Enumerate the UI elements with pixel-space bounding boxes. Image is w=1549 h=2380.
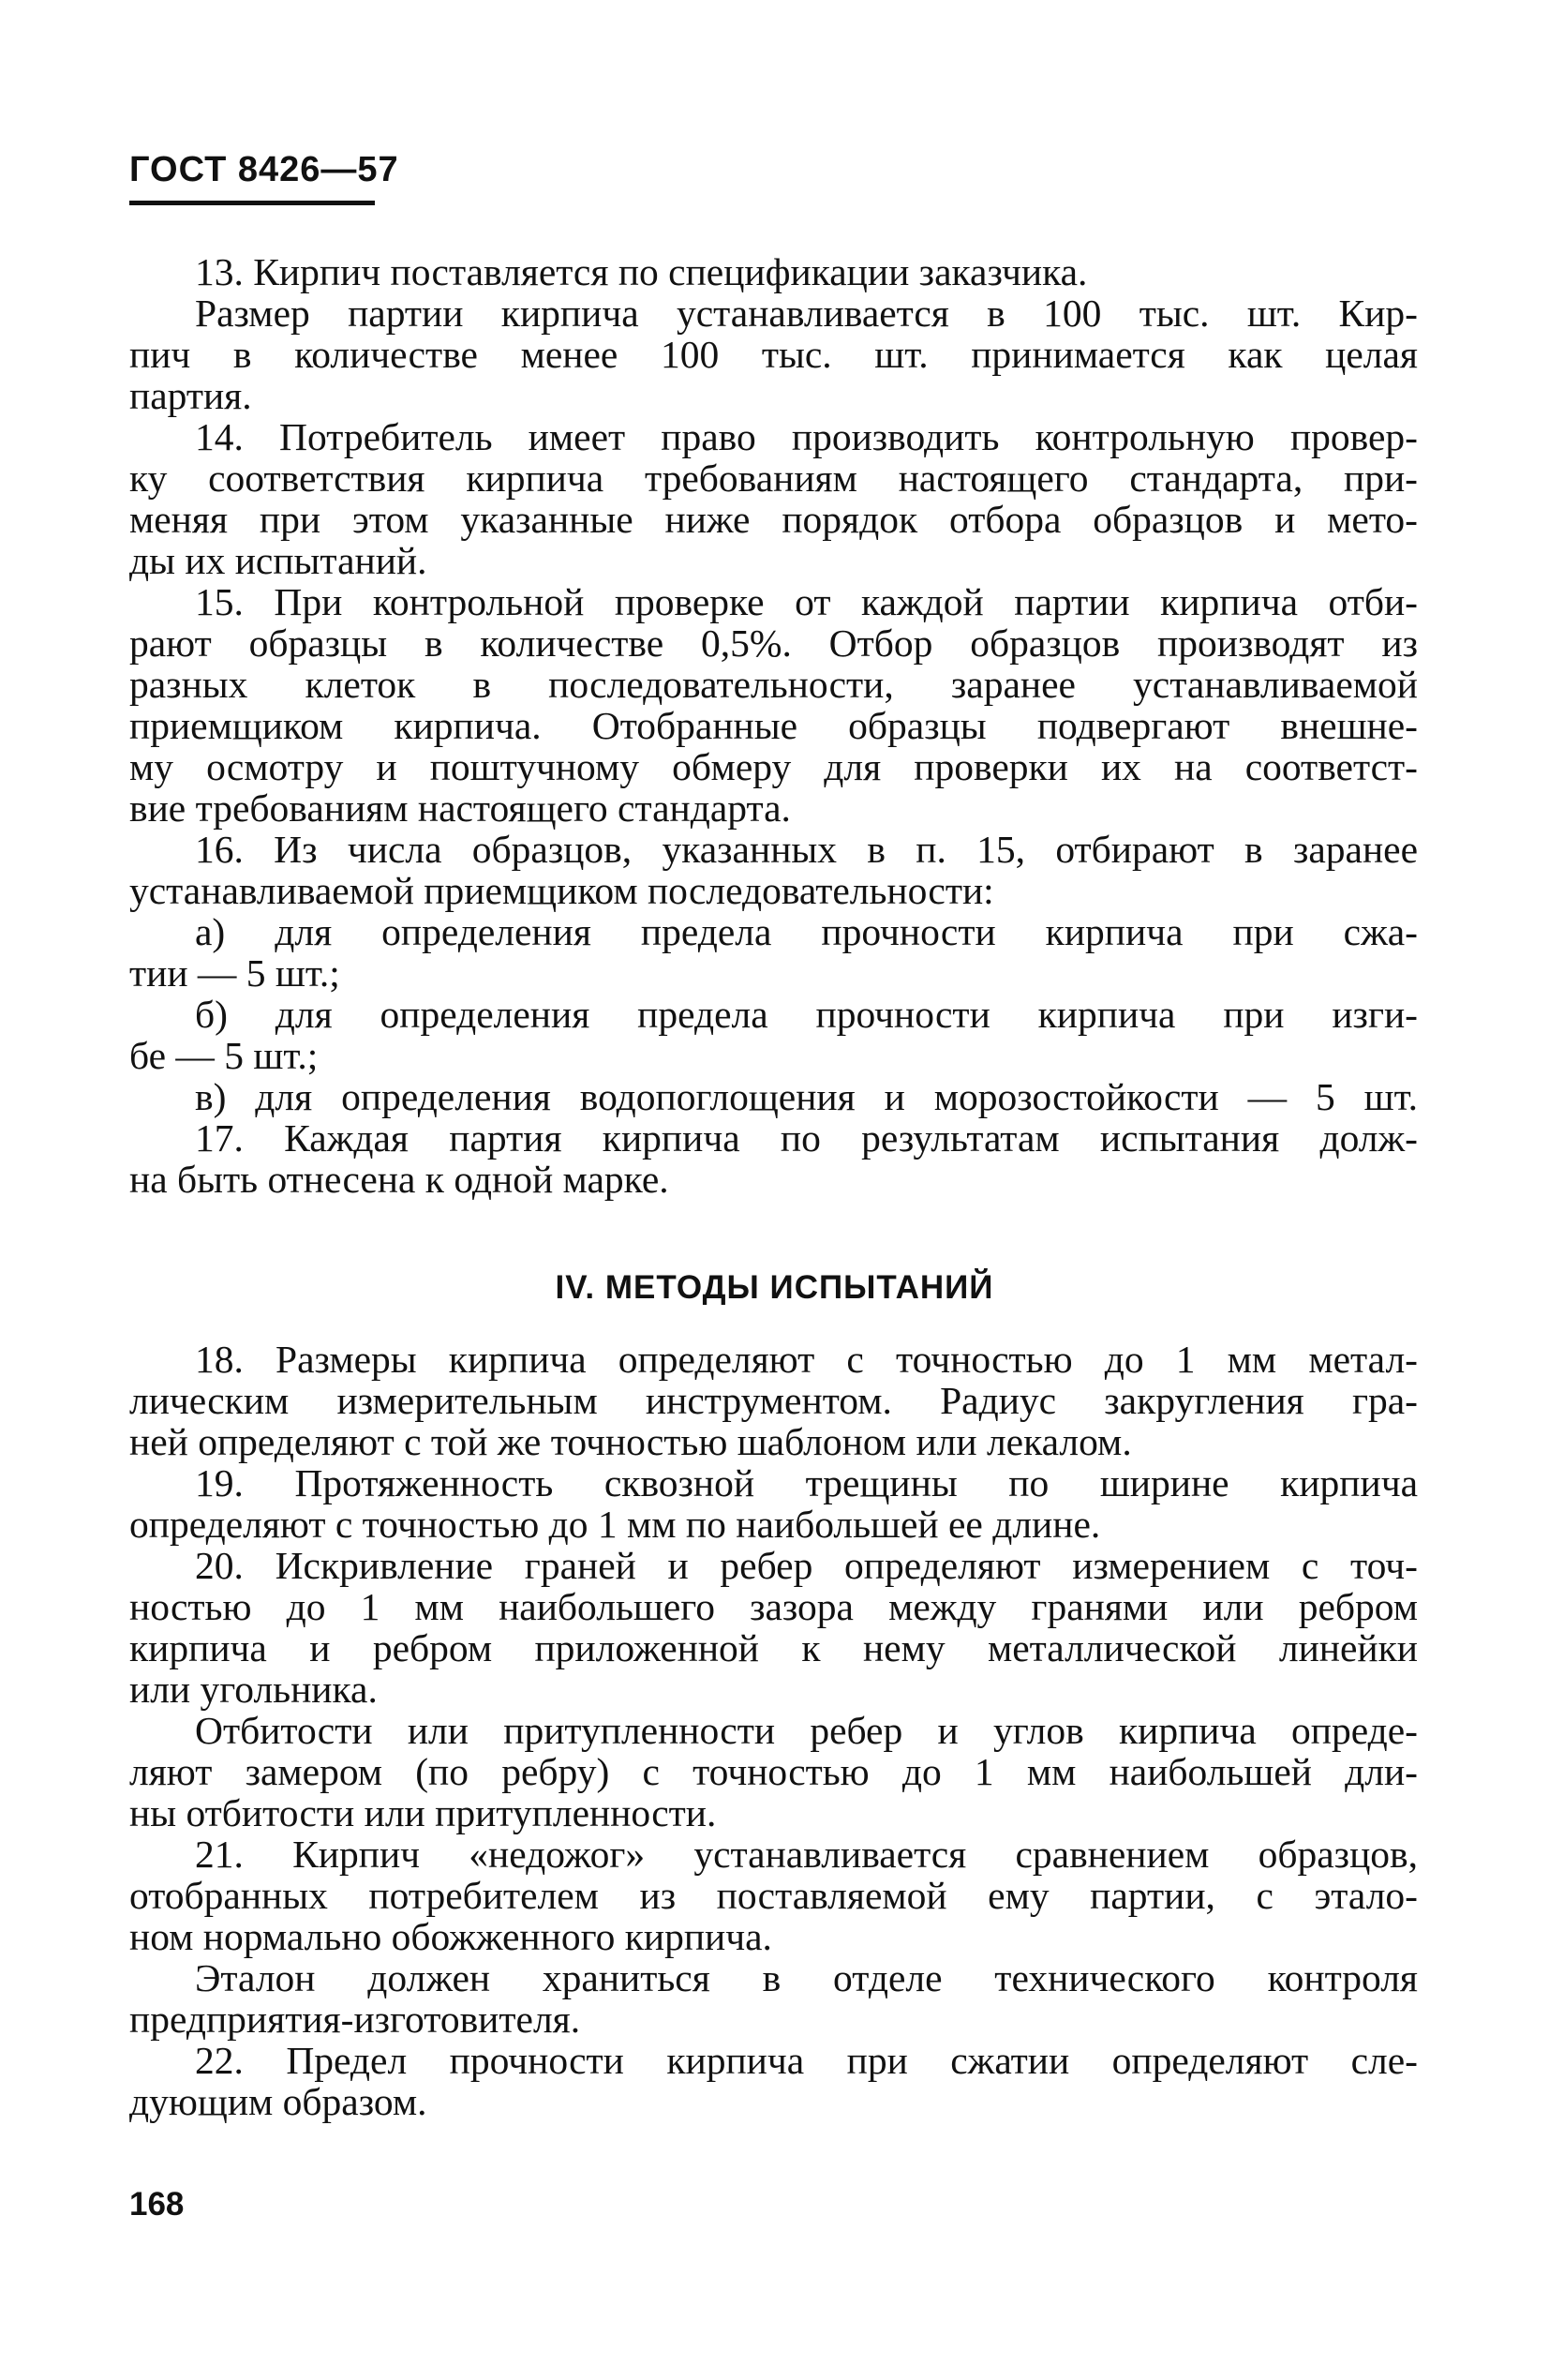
paragraph-15-line-6: вие требованиям настоящего стандарта. — [129, 786, 791, 830]
paragraph-16-line-1: 16. Из числа образцов, указанных в п. 15, отбирают в заранее — [195, 828, 1418, 871]
paragraph-20-line-2: ностью до 1 мм наибольшего зазора между гранями или ребром — [129, 1585, 1418, 1628]
paragraph-17-line-2: на быть отнесена к одной марке. — [129, 1158, 669, 1201]
text-block-1 — [129, 251, 1418, 1200]
paragraph-21b-line-1: Эталон должен храниться в отделе технического контроля — [195, 1956, 1418, 1999]
paragraph-13-line-3: пич в количестве менее 100 тыс. шт. принимается как целая — [129, 333, 1418, 376]
paragraph-14-line-2: ку соответствия кирпича требованиям настоящего стандарта, при- — [129, 457, 1418, 500]
paragraph-21b-line-2: предприятия-изготовителя. — [129, 1998, 581, 2041]
paragraph-20b-line-3: ны отбитости или притупленности. — [129, 1791, 717, 1834]
paragraph-13-line-2: Размер партии кирпича устанавливается в 100 тыс. шт. Кир- — [195, 292, 1418, 335]
section-heading: IV. МЕТОДЫ ИСПЫТАНИЙ — [555, 1269, 994, 1306]
paragraph-20-line-4: или угольника. — [129, 1668, 378, 1711]
list-item-b-line-2: бе — 5 шт.; — [129, 1034, 319, 1077]
text-block-2 — [129, 1339, 1418, 2122]
paragraph-20b-line-1: Отбитости или притупленности ребер и углов кирпича опреде- — [195, 1709, 1418, 1752]
paragraph-21-line-1: 21. Кирпич «недожог» устанавливается сравнением образцов, — [195, 1833, 1418, 1876]
list-item-c: в) для определения водопоглощения и морозостойкости — 5 шт. — [195, 1075, 1418, 1118]
paragraph-20-line-1: 20. Искривление граней и ребер определяют измерением с точ- — [195, 1544, 1418, 1587]
paragraph-15-line-1: 15. При контрольной проверке от каждой партии кирпича отби- — [195, 580, 1418, 623]
paragraph-15-line-3: разных клеток в последовательности, заранее устанавливаемой — [129, 663, 1418, 706]
paragraph-19-line-1: 19. Протяженность сквозной трещины по ширине кирпича — [195, 1461, 1418, 1504]
header-underline — [129, 201, 375, 205]
list-item-a-line-2: тии — 5 шт.; — [129, 951, 340, 995]
paragraph-19-line-2: определяют с точностью до 1 мм по наибольшей ее длине. — [129, 1503, 1101, 1546]
paragraph-15-line-5: му осмотру и поштучному обмеру для проверки их на соответст- — [129, 745, 1418, 788]
paragraph-17-line-1: 17. Каждая партия кирпича по результатам испытания долж- — [195, 1116, 1418, 1160]
paragraph-14-line-4: ды их испытаний. — [129, 539, 427, 582]
paragraph-16-line-2: устанавливаемой приемщиком последовательности: — [129, 869, 994, 912]
paragraph-15-line-2: рают образцы в количестве 0,5%. Отбор образцов производят из — [129, 621, 1418, 665]
list-item-b-line-1: б) для определения предела прочности кирпича при изги- — [195, 993, 1418, 1036]
paragraph-20-line-3: кирпича и ребром приложенной к нему металлической линейки — [129, 1626, 1418, 1669]
paragraph-13-line-1: 13. Кирпич поставляется по спецификации заказчика. — [195, 250, 1088, 293]
paragraph-18-line-2: лическим измерительным инструментом. Радиус закругления гра- — [129, 1379, 1418, 1422]
paragraph-15-line-4: приемщиком кирпича. Отобранные образцы подвергают внешне- — [129, 704, 1418, 747]
page-number: 168 — [129, 2186, 185, 2223]
paragraph-13-line-4: партия. — [129, 374, 252, 417]
paragraph-14-line-3: меняя при этом указанные ниже порядок отбора образцов и мето- — [129, 498, 1418, 541]
standard-header: ГОСТ 8426—57 — [129, 150, 399, 189]
paragraph-22-line-1: 22. Предел прочности кирпича при сжатии определяют сле- — [195, 2039, 1418, 2082]
paragraph-14-line-1: 14. Потребитель имеет право производить контрольную провер- — [195, 415, 1418, 458]
paragraph-18-line-1: 18. Размеры кирпича определяют с точностью до 1 мм метал- — [195, 1338, 1418, 1381]
paragraph-18-line-3: ней определяют с той же точностью шаблоном или лекалом. — [129, 1420, 1132, 1463]
list-item-a-line-1: а) для определения предела прочности кирпича при сжа- — [195, 910, 1418, 953]
paragraph-21-line-2: отобранных потребителем из поставляемой ему партии, с этало- — [129, 1874, 1418, 1917]
paragraph-21-line-3: ном нормально обожженного кирпича. — [129, 1915, 772, 1958]
paragraph-20b-line-2: ляют замером (по ребру) с точностью до 1 мм наибольшей дли- — [129, 1750, 1418, 1793]
paragraph-22-line-2: дующим образом. — [129, 2080, 427, 2123]
